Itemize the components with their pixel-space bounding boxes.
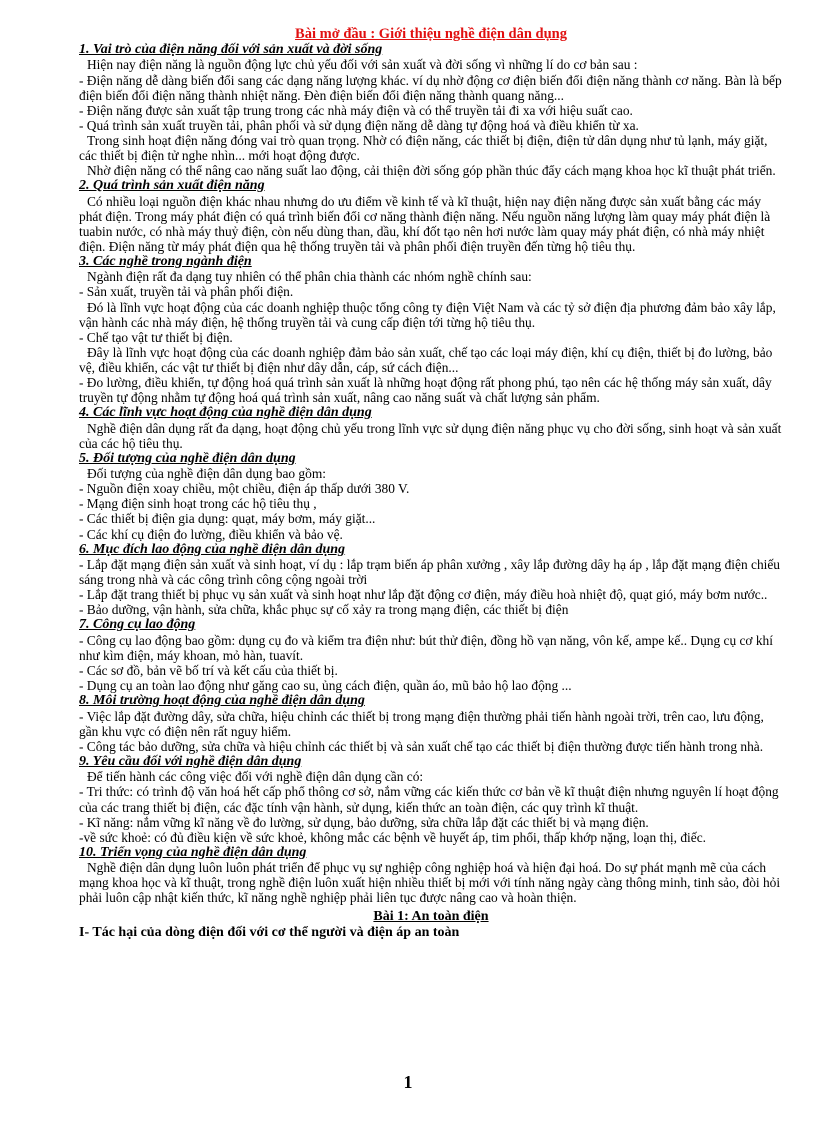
paragraph: - Công cụ lao động bao gồm: dụng cụ đo và kiểm tra điện như: bút thử điện, đồng hồ vạn năng, vôn kế, ampe kế.. Dụng cụ cơ khí như kìm điện, máy khoan, mỏ hàn, tuavít. <box>79 632 773 663</box>
paragraph: Nhờ điện năng có thể nâng cao năng suất lao động, cải thiện đời sống góp phần thúc đẩy cách mạng khoa học kĩ thuật phát triển. <box>87 163 776 179</box>
document-page <box>79 26 783 941</box>
paragraph: - Lắp đặt trang thiết bị phục vụ sản xuất và sinh hoạt như lắp đặt động cơ điện, máy điều hoà nhiệt độ, quạt gió, máy bơm nước.. <box>79 587 768 603</box>
sections-container <box>79 42 783 905</box>
paragraph: - Sản xuất, truyền tải và phân phối điện. <box>79 284 294 300</box>
section-heading: 7. Công cụ lao động <box>79 617 196 633</box>
paragraph: Trong sinh hoạt điện năng đóng vai trò quan trọng. Nhờ có điện năng, các thiết bị điện, điện tử dân dụng như tủ lạnh, máy giặt, các thiết bị điện tử nghe nhìn... mới hoạt động được. <box>79 132 768 163</box>
paragraph: - Quá trình sản xuất truyền tải, phân phối và sử dụng điện năng dễ dàng tự động hoá và điều khiển từ xa. <box>79 117 639 133</box>
paragraph: Hiện nay điện năng là nguồn động lực chủ yếu đối với sản xuất và đời sống vì những lí do cơ bản sau : <box>87 57 638 73</box>
paragraph: - Việc lắp đặt đường dây, sửa chữa, hiệu chỉnh các thiết bị trong mạng điện thường phải tiến hành ngoài trời, trên cao, lưu động, gần khu vực có điện nên rất nguy hiểm. <box>79 708 764 739</box>
section-heading: 5. Đối tượng của nghề điện dân dụng <box>79 450 296 466</box>
paragraph: - Lắp đặt mạng điện sản xuất và sinh hoạt, ví dụ : lắp trạm biến áp phân xưởng , xây lắp đường dây hạ áp , lắp đặt mạng điện chiếu sáng trong nhà và các công trình công cộng ngoài trời <box>79 557 781 588</box>
section-heading: 3. Các nghề trong ngành điện <box>79 253 252 269</box>
paragraph: Đối tượng của nghề điện dân dụng bao gồm: <box>87 466 326 482</box>
document-title: Bài mở đầu : Giới thiệu nghề điện dân dụng <box>295 26 567 42</box>
paragraph: Để tiến hành các công việc đối với nghề điện dân dụng cần có: <box>87 769 424 785</box>
section-heading: 4. Các lĩnh vực hoạt động của nghề điện dân dụng <box>79 405 372 421</box>
paragraph: - Chế tạo vật tư thiết bị điện. <box>79 329 233 345</box>
paragraph: Nghề điện dân dụng luôn luôn phát triển để phục vụ sự nghiệp công nghiệp hoá và hiện đại hoá. Do sự phát mạnh mẽ của cách mạng khoa học và kĩ thuật, trong nghề điện luôn xuất hiện nhiều thiết bị mới với tính năng ngày càng thông minh, tinh sảo, đòi hỏi phải luôn cập nhật kiến thức, kĩ năng nghề nghiệp phải liên tục được nâng cao và hoàn thiện. <box>79 860 781 906</box>
section-heading: 6. Mục đích lao động của nghề điện dân dụng <box>79 541 346 557</box>
paragraph: Đây là lĩnh vực hoạt động của các doanh nghiệp đảm bảo sản xuất, chế tạo các loại máy điện, khí cụ điện, thiết bị đo lường, bảo vệ, điều khiển, các vật tư thiết bị điện như dây dẫn, cáp, sứ cách điện... <box>79 344 773 375</box>
paragraph: - Các khí cụ điện đo lường, điều khiển và bảo vệ. <box>79 526 343 542</box>
section-heading: 10. Triển vọng của nghề điện dân dụng <box>79 844 307 860</box>
paragraph: - Nguồn điện xoay chiều, một chiều, điện áp thấp dưới 380 V. <box>79 481 410 497</box>
paragraph: - Kĩ năng: nắm vững kĩ năng về đo lường, sử dụng, bảo dưỡng, sửa chữa lắp đặt các thiết bị và mạng điện. <box>79 814 649 830</box>
paragraph: - Các sơ đồ, bản vẽ bố trí và kết cấu của thiết bị. <box>79 663 338 679</box>
section-heading: 1. Vai trò của điện năng đối với sản xuất và đời sống <box>79 42 383 57</box>
lesson-title: Bài 1: An toàn điện <box>373 909 489 925</box>
section-heading: 8. Môi trường hoạt động của nghề điện dân dụng <box>79 693 365 709</box>
page-number: 1 <box>403 1072 413 1092</box>
paragraph: - Tri thức: có trình độ văn hoá hết cấp phổ thông cơ sở, nắm vững các kiến thức cơ bản về kĩ thuật điện nhưng nguyên lí hoạt động của các trang thiết bị điện, các đặc tính vận hành, sử dụng, kiến thức an toàn điện, các quy trình kĩ thuật. <box>79 784 779 815</box>
lesson-section-heading: I- Tác hại của dòng điện đối với cơ thể người và điện áp an toàn <box>79 925 460 941</box>
paragraph: - Công tác bảo dưỡng, sửa chữa và hiệu chỉnh các thiết bị và sản xuất chế tạo các thiết bị điện thường được tiến hành trong nhà. <box>79 738 764 754</box>
paragraph: - Điện năng được sản xuất tập trung trong các nhà máy điện và có thể truyền tải đi xa với hiệu suất cao. <box>79 102 633 118</box>
paragraph: - Mạng điện sinh hoạt trong các hộ tiêu thụ , <box>79 496 317 512</box>
paragraph: Nghề điện dân dụng rất đa dạng, hoạt động chủ yếu trong lĩnh vực sử dụng điện năng phục vụ cho đời sống, sinh hoạt và sản xuất của các hộ tiêu thụ. <box>79 420 782 451</box>
paragraph: - Dụng cụ an toàn lao động như găng cao su, ủng cách điện, quần áo, mũ bảo hộ lao động ... <box>79 678 572 694</box>
paragraph: Có nhiều loại nguồn điện khác nhau nhưng do ưu điểm về kinh tế và kĩ thuật, hiện nay điện năng được sản xuất bằng các máy phát điện. Trong máy phát điện có quá trình biến đổi cơ năng thành điện năng. Nếu nguồn năng lượng làm quay máy phát điện là tuabin nước, có nhà máy thuỷ điện, còn nếu dùng than, dầu, khí đốt tạo nên hơi nước làm quay máy phát điện, có nhà máy nhiệt điện. Điện năng từ máy phát điện qua hệ thống truyền tải và phân phối điện truyền đến từng hộ tiêu thụ. <box>79 193 771 254</box>
section-heading: 2. Quá trình sản xuất điện năng <box>79 178 265 194</box>
paragraph: Ngành điện rất đa dạng tuy nhiên có thể phân chia thành các nhóm nghề chính sau: <box>87 269 532 285</box>
paragraph: - Điện năng dễ dàng biến đổi sang các dạng năng lượng khác. ví dụ nhờ động cơ điện biến đổi điện năng thành cơ năng. Bàn là bếp điện biến đổi điện năng thành nhiệt năng. Đèn điện biến đổi điện năng thành quang năng... <box>79 72 782 103</box>
paragraph: - Bảo dưỡng, vận hành, sửa chữa, khắc phục sự cố xảy ra trong mạng điện, các thiết bị điện <box>79 602 569 618</box>
paragraph: -về sức khoẻ: có đủ điều kiện về sức khoẻ, không mắc các bệnh về huyết áp, tim phổi, thấp khớp nặng, loạn thị, điếc. <box>79 829 706 845</box>
paragraph: - Các thiết bị điện gia dụng: quạt, máy bơm, máy giặt... <box>79 511 376 527</box>
paragraph: - Đo lường, điều khiển, tự động hoá quá trình sản xuất là những hoạt động rất phong phú, tạo nên các hệ thống máy sản xuất, dây truyền tự động nhằm tự động hoá quá trình sản xuất, nâng cao năng suất và chất lượng sản phẩm. <box>79 375 772 406</box>
paragraph: Đó là lĩnh vực hoạt động của các doanh nghiệp thuộc tổng công ty điện Việt Nam và các tỷ sở điện địa phương đảm bảo xây lắp, vận hành các nhà máy điện, hệ thống truyền tải và cung cấp điện tới từng hộ tiêu thụ. <box>79 299 776 330</box>
section-heading: 9. Yêu cầu đối với nghề điện dân dụng <box>79 753 302 769</box>
